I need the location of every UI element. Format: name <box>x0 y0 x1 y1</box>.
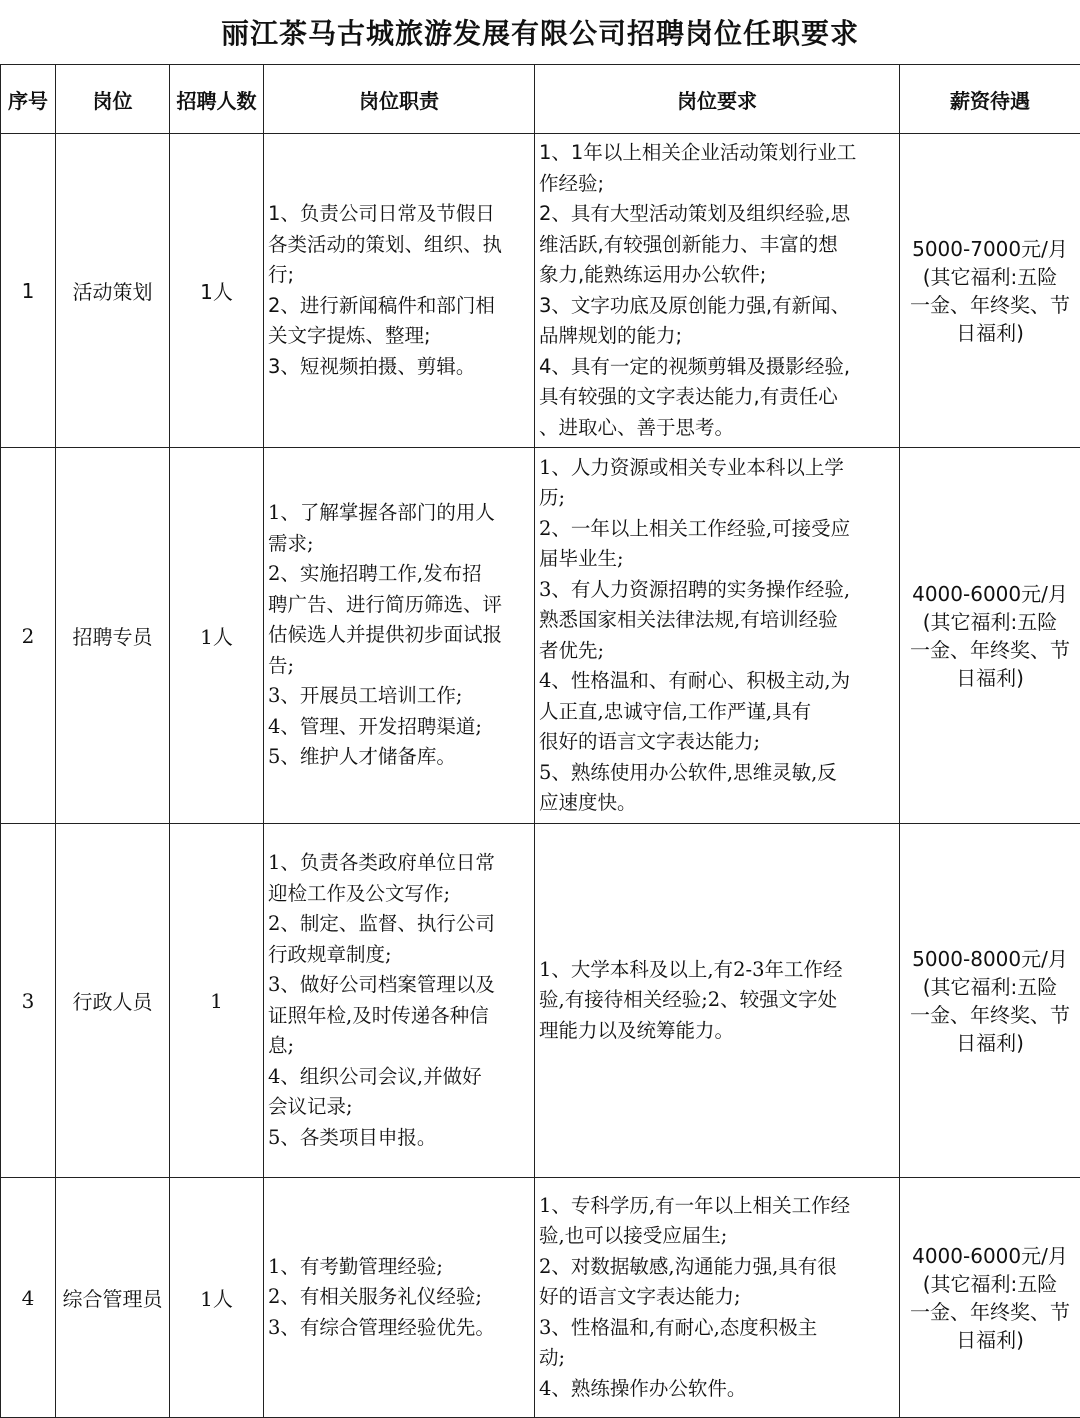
salary-cell <box>900 134 1080 448</box>
duties-cell <box>264 824 535 1178</box>
duties-cell <box>264 134 535 448</box>
header-duties: 岗位职责 <box>264 65 535 134</box>
duty-line: 证照年检,及时传递各种信 <box>268 1001 530 1032</box>
salary-cell <box>900 824 1080 1178</box>
requirement-line: 象力,能熟练运用办公软件; <box>539 260 895 291</box>
duty-line: 聘广告、进行简历筛选、评 <box>268 590 530 621</box>
duty-line: 3、开展员工培训工作; <box>268 681 530 712</box>
duty-line: 迎检工作及公文写作; <box>268 879 530 910</box>
requirements-cell <box>535 824 900 1178</box>
count-cell: 1人 <box>170 1178 264 1418</box>
requirement-line: 理能力以及统筹能力。 <box>539 1016 895 1047</box>
requirement-line: 验,也可以接受应届生; <box>539 1221 895 1252</box>
duty-line: 1、了解掌握各部门的用人 <box>268 498 530 529</box>
duty-line: 2、制定、监督、执行公司 <box>268 909 530 940</box>
duties-cell <box>264 1178 535 1418</box>
seq-cell: 1 <box>1 134 56 448</box>
requirement-line: 熟悉国家相关法律法规,有培训经验 <box>539 605 895 636</box>
position-cell: 招聘专员 <box>56 448 170 824</box>
duties-cell <box>264 448 535 824</box>
salary-cell <box>900 1178 1080 1418</box>
salary-line: 5000-7000元/月 <box>902 235 1078 263</box>
position-cell: 综合管理员 <box>56 1178 170 1418</box>
job-requirements-table <box>0 64 1080 1418</box>
duty-line: 1、负责各类政府单位日常 <box>268 848 530 879</box>
salary-line: 4000-6000元/月 <box>902 580 1078 608</box>
requirement-line: 者优先; <box>539 636 895 667</box>
duty-line: 各类活动的策划、组织、执 <box>268 230 530 261</box>
requirement-line: 人正直,忠诚守信,工作严谨,具有 <box>539 697 895 728</box>
header-row <box>1 65 1080 134</box>
requirement-line: 具有较强的文字表达能力,有责任心 <box>539 382 895 413</box>
duty-line: 1、负责公司日常及节假日 <box>268 199 530 230</box>
salary-line: 5000-8000元/月 <box>902 945 1078 973</box>
salary-line: (其它福利:五险 <box>902 973 1078 1001</box>
duty-line: 行政规章制度; <box>268 940 530 971</box>
duty-line: 告; <box>268 651 530 682</box>
count-cell: 1人 <box>170 448 264 824</box>
salary-line: 日福利) <box>902 1029 1078 1057</box>
duty-line: 需求; <box>268 529 530 560</box>
table-row <box>1 824 1080 1178</box>
requirement-line: 好的语言文字表达能力; <box>539 1282 895 1313</box>
requirement-line: 2、具有大型活动策划及组织经验,思 <box>539 199 895 230</box>
position-cell: 行政人员 <box>56 824 170 1178</box>
salary-line: 一金、年终奖、节 <box>902 291 1078 319</box>
header-seq: 序号 <box>1 65 56 134</box>
salary-line: 一金、年终奖、节 <box>902 1001 1078 1029</box>
duty-line: 3、有综合管理经验优先。 <box>268 1313 530 1344</box>
requirement-line: 历; <box>539 483 895 514</box>
salary-line: 日福利) <box>902 664 1078 692</box>
duty-line: 2、进行新闻稿件和部门相 <box>268 291 530 322</box>
header-requirements: 岗位要求 <box>535 65 900 134</box>
duty-line: 2、有相关服务礼仪经验; <box>268 1282 530 1313</box>
salary-cell <box>900 448 1080 824</box>
header-count: 招聘人数 <box>170 65 264 134</box>
requirement-line: 验,有接待相关经验;2、较强文字处 <box>539 985 895 1016</box>
salary-line: 日福利) <box>902 319 1078 347</box>
requirement-line: 很好的语言文字表达能力; <box>539 727 895 758</box>
requirement-line: 2、对数据敏感,沟通能力强,具有很 <box>539 1252 895 1283</box>
requirement-line: 3、文字功底及原创能力强,有新闻、 <box>539 291 895 322</box>
requirement-line: 届毕业生; <box>539 544 895 575</box>
requirement-line: 4、性格温和、有耐心、积极主动,为 <box>539 666 895 697</box>
duty-line: 估候选人并提供初步面试报 <box>268 620 530 651</box>
salary-line: (其它福利:五险 <box>902 608 1078 636</box>
requirement-line: 品牌规划的能力; <box>539 321 895 352</box>
duty-line: 行; <box>268 260 530 291</box>
seq-cell: 3 <box>1 824 56 1178</box>
salary-line: 日福利) <box>902 1326 1078 1354</box>
header-salary: 薪资待遇 <box>900 65 1080 134</box>
requirements-cell <box>535 1178 900 1418</box>
table-row <box>1 448 1080 824</box>
header-position: 岗位 <box>56 65 170 134</box>
requirement-line: 5、熟练使用办公软件,思维灵敏,反 <box>539 758 895 789</box>
requirement-line: 1、大学本科及以上,有2-3年工作经 <box>539 955 895 986</box>
salary-line: 4000-6000元/月 <box>902 1242 1078 1270</box>
requirement-line: 3、性格温和,有耐心,态度积极主 <box>539 1313 895 1344</box>
salary-line: (其它福利:五险 <box>902 1270 1078 1298</box>
requirement-line: 维活跃,有较强创新能力、丰富的想 <box>539 230 895 261</box>
requirement-line: 2、一年以上相关工作经验,可接受应 <box>539 514 895 545</box>
duty-line: 3、短视频拍摄、剪辑。 <box>268 352 530 383</box>
requirements-cell <box>535 448 900 824</box>
salary-line: 一金、年终奖、节 <box>902 636 1078 664</box>
duty-line: 5、各类项目申报。 <box>268 1123 530 1154</box>
table-row <box>1 134 1080 448</box>
duty-line: 2、实施招聘工作,发布招 <box>268 559 530 590</box>
requirement-line: 4、具有一定的视频剪辑及摄影经验, <box>539 352 895 383</box>
salary-line: 一金、年终奖、节 <box>902 1298 1078 1326</box>
duty-line: 4、组织公司会议,并做好 <box>268 1062 530 1093</box>
duty-line: 5、维护人才储备库。 <box>268 742 530 773</box>
duty-line: 息; <box>268 1031 530 1062</box>
requirement-line: 动; <box>539 1343 895 1374</box>
duty-line: 4、管理、开发招聘渠道; <box>268 712 530 743</box>
requirement-line: 1、1年以上相关企业活动策划行业工 <box>539 138 895 169</box>
salary-line: (其它福利:五险 <box>902 263 1078 291</box>
requirement-line: 3、有人力资源招聘的实务操作经验, <box>539 575 895 606</box>
requirement-line: 应速度快。 <box>539 788 895 819</box>
duty-line: 3、做好公司档案管理以及 <box>268 970 530 1001</box>
requirement-line: 作经验; <box>539 169 895 200</box>
seq-cell: 2 <box>1 448 56 824</box>
page-title: 丽江茶马古城旅游发展有限公司招聘岗位任职要求 <box>0 0 1080 64</box>
count-cell: 1人 <box>170 134 264 448</box>
duty-line: 关文字提炼、整理; <box>268 321 530 352</box>
seq-cell: 4 <box>1 1178 56 1418</box>
table-row <box>1 1178 1080 1418</box>
duty-line: 1、有考勤管理经验; <box>268 1252 530 1283</box>
duty-line: 会议记录; <box>268 1092 530 1123</box>
count-cell: 1 <box>170 824 264 1178</box>
position-cell: 活动策划 <box>56 134 170 448</box>
requirement-line: 1、人力资源或相关专业本科以上学 <box>539 453 895 484</box>
requirement-line: 、进取心、善于思考。 <box>539 413 895 444</box>
requirement-line: 4、熟练操作办公软件。 <box>539 1374 895 1405</box>
requirements-cell <box>535 134 900 448</box>
requirement-line: 1、专科学历,有一年以上相关工作经 <box>539 1191 895 1222</box>
